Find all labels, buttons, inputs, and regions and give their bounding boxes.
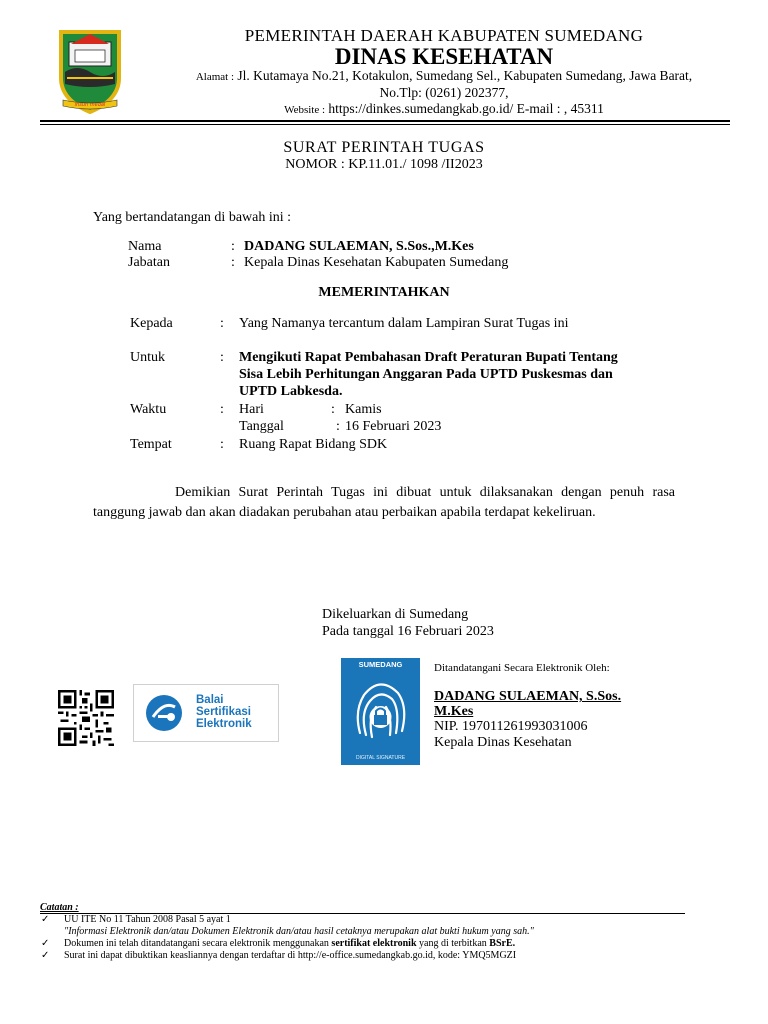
badge-caption: DIGITAL SIGNATURE — [355, 755, 406, 761]
name-colon: : — [231, 239, 235, 254]
bsre-emblem-icon — [144, 693, 184, 733]
to-value: Yang Namanya tercantum dalam Lampiran Surat Tugas ini — [239, 316, 569, 331]
intro-text: Yang bertandatangan di bawah ini : — [93, 210, 292, 225]
check-icon: ✓ — [41, 938, 50, 949]
signature-note: Ditandatangani Secara Elektronik Oleh: — [434, 662, 610, 674]
email-text: E-mail : , 45311 — [516, 101, 604, 116]
footer-label: Catatan : — [40, 902, 79, 913]
issued-place: Dikeluarkan di Sumedang — [322, 607, 469, 622]
issued-date: Pada tanggal 16 Februari 2023 — [322, 624, 494, 639]
signatory-nip: NIP. 197011261993031006 — [434, 719, 588, 734]
check-icon: ✓ — [41, 914, 50, 925]
signatory-name-suffix: M.Kes — [434, 704, 474, 719]
place-label: Tempat — [130, 437, 172, 452]
bsre-logo-text: Balai Sertifikasi Elektronik — [196, 694, 252, 730]
purpose-line: Mengikuti Rapat Pembahasan Draft Peraturan Bupati Tentang — [239, 350, 618, 365]
date-colon: : — [336, 419, 340, 434]
order-heading: MEMERINTAHKAN — [318, 285, 450, 300]
purpose-line: UPTD Labkesda. — [239, 384, 343, 399]
day-colon: : — [331, 402, 335, 417]
qr-code[interactable] — [58, 690, 114, 746]
government-name: PEMERINTAH DAERAH KABUPATEN SUMEDANG — [244, 26, 644, 45]
purpose-line: Sisa Lebih Perhitungan Anggaran Pada UPTD Puskesmas dan — [239, 367, 613, 382]
purpose-label: Untuk — [130, 350, 165, 365]
agency-name: DINAS KESEHATAN — [334, 44, 554, 69]
footer-quote: "Informasi Elektronik dan/atau Dokumen Elektronik dan/atau hasil cetaknya merupakan alat bukti hukum yang sah." — [64, 926, 534, 937]
footer-item: ✓ UU ITE No 11 Tahun 2008 Pasal 5 ayat 1 — [41, 914, 231, 925]
place-value: Ruang Rapat Bidang SDK — [239, 437, 388, 452]
document-title: SURAT PERINTAH TUGAS — [283, 139, 485, 156]
check-icon: ✓ — [41, 950, 50, 961]
day-label: Hari — [239, 402, 264, 417]
fingerprint-lock-icon — [350, 673, 411, 749]
name-label: Nama — [128, 239, 162, 254]
address-text: Jl. Kutamaya No.21, Kotakulon, Sumedang Sel., Kabupaten Sumedang, Jawa Barat, — [237, 68, 693, 83]
website-link[interactable]: https://dinkes.sumedangkab.go.id/ — [328, 101, 514, 116]
signatory-title: Kepala Dinas Kesehatan — [434, 735, 572, 750]
website-label: Website : — [284, 104, 326, 116]
footer-item: ✓ Surat ini dapat dibuktikan keasliannya dengan terdaftar di http://e-office.sumedangkab.go.id, kode: YMQ5MGZI — [41, 950, 517, 961]
position-label: Jabatan — [128, 255, 170, 270]
purpose-colon: : — [220, 350, 224, 365]
signer-position: Kepala Dinas Kesehatan Kabupaten Sumedang — [244, 255, 509, 270]
date-label: Tanggal — [239, 419, 284, 434]
closing-paragraph: Demikian Surat Perintah Tugas ini dibuat untuk dilaksanakan dengan penuh rasa tanggung jawab dan akan diadakan perubahan atau perbaikan apabila terdapat kekeliruan. — [93, 485, 675, 520]
svg-text:insun medal: insun medal — [74, 102, 106, 108]
signatory-name: DADANG SULAEMAN, S.Sos. — [434, 689, 622, 704]
to-label: Kepada — [130, 316, 173, 331]
signer-name: DADANG SULAEMAN, S.Sos.,M.Kes — [244, 239, 474, 254]
place-colon: : — [220, 437, 224, 452]
footer-item: ✓ Dokumen ini telah ditandatangani secara elektronik menggunakan sertifikat elektronik yang di terbitkan BSrE. — [41, 938, 516, 949]
letterhead-rule-thin — [40, 124, 730, 125]
position-colon: : — [231, 255, 235, 270]
sumedang-regency-emblem — [55, 26, 125, 114]
badge-region: SUMEDANG — [358, 660, 403, 669]
time-colon: : — [220, 402, 224, 417]
address-label: Alamat : — [195, 71, 235, 83]
digital-signature-badge — [341, 658, 420, 765]
document-number: NOMOR : KP.11.01./ 1098 /II2023 — [285, 157, 483, 172]
time-label: Waktu — [130, 402, 167, 417]
bsre-logo — [133, 684, 279, 742]
date-value: 16 Februari 2023 — [345, 419, 442, 434]
phone-text: No.Tlp: (0261) 202377, — [379, 85, 509, 100]
letterhead-contact — [140, 68, 748, 118]
to-colon: : — [220, 316, 224, 331]
letterhead-rule — [40, 120, 730, 122]
day-value: Kamis — [345, 402, 382, 417]
